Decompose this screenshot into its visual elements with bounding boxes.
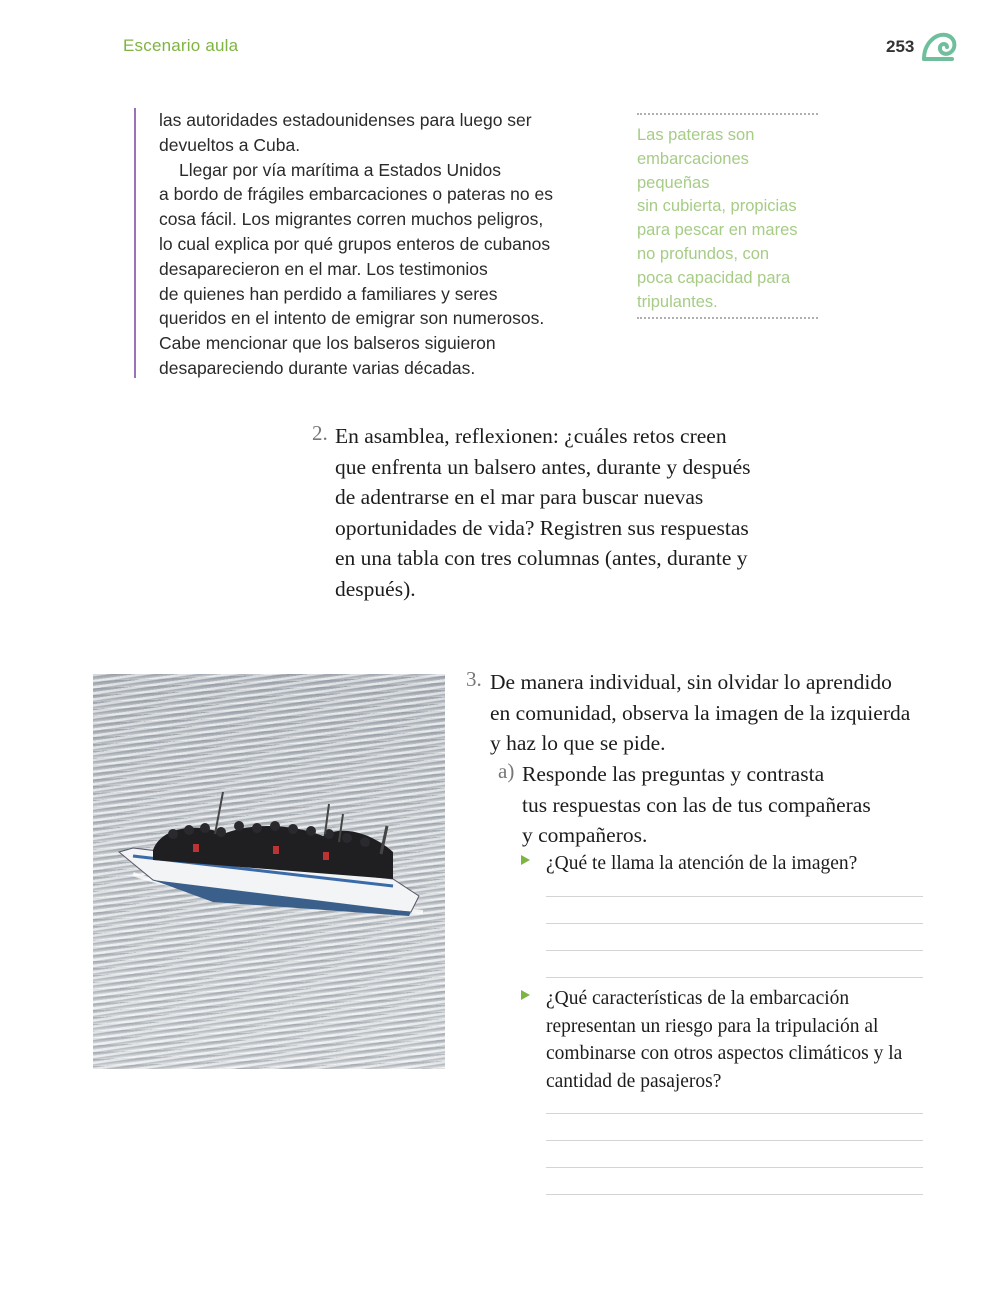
activity-number: 3. (466, 667, 482, 691)
answer-line[interactable] (546, 896, 923, 897)
answer-line[interactable] (546, 1113, 923, 1114)
quote-line: Llegar por vía marítima a Estados Unidos (179, 159, 501, 180)
item-line: y compañeros. (522, 823, 648, 848)
activity-line: después). (335, 576, 416, 601)
question-2 (521, 985, 921, 1095)
activity-line: en comunidad, observa la imagen de la izquierda (490, 700, 911, 725)
activity-3 (466, 667, 936, 759)
section-title: Escenario aula (123, 36, 239, 55)
spiral-icon (922, 31, 958, 61)
glossary-line: Las pateras son (637, 126, 755, 144)
activity-number: 2. (312, 421, 328, 445)
quote-line: desapareciendo durante varias décadas. (159, 357, 476, 378)
activity-line: oportunidades de vida? Registren sus respuestas (335, 515, 749, 540)
glossary-line: sin cubierta, propicias (637, 197, 797, 216)
quote-line: desaparecieron en el mar. Los testimonios (159, 258, 488, 279)
activity-line: de adentrarse en el mar para buscar nuevas (335, 485, 704, 510)
activity-line: De manera individual, sin olvidar lo aprendido (490, 670, 892, 694)
answer-line[interactable] (546, 950, 923, 951)
page-number: 253 (886, 37, 915, 56)
quote-line: devueltos a Cuba. (159, 134, 301, 155)
quote-line: lo cual explica por qué grupos enteros de cubanos (159, 233, 551, 254)
triangle-arrow-icon (521, 855, 530, 865)
answer-line[interactable] (546, 923, 923, 924)
activity-3a (498, 759, 918, 851)
glossary-line: embarcaciones pequeñas (637, 149, 749, 192)
activity-line: que enfrenta un balsero antes, durante y después (335, 454, 751, 479)
boat-photo (93, 674, 445, 1069)
answer-line[interactable] (546, 1140, 923, 1141)
answer-line[interactable] (546, 1167, 923, 1168)
question-1 (521, 850, 921, 878)
answer-line[interactable] (546, 977, 923, 978)
glossary-line: poca capacidad para (637, 268, 791, 287)
activity-2 (312, 421, 772, 605)
quote-line: Cabe mencionar que los balseros siguieron (159, 333, 496, 354)
glossary-line: no profundos, con (637, 244, 770, 263)
boat-illustration (93, 674, 445, 1069)
item-letter: a) (498, 759, 515, 783)
item-line: tus respuestas con las de tus compañeras (522, 792, 871, 817)
glossary-line: para pescar en mares (637, 221, 798, 240)
glossary-line: tripulantes. (637, 292, 718, 311)
item-line: Responde las preguntas y contrasta (522, 762, 825, 786)
quote-block (134, 108, 586, 378)
answer-line[interactable] (546, 1194, 923, 1195)
quote-line: las autoridades estadounidenses para luego ser (159, 110, 532, 130)
glossary-note (637, 113, 818, 319)
question-line: combinarse con otros aspectos climáticos y la (546, 1043, 903, 1064)
question-line: ¿Qué te llama la atención de la imagen? (546, 853, 858, 874)
activity-line: y haz lo que se pide. (490, 731, 666, 756)
triangle-arrow-icon (521, 990, 530, 1000)
quote-line: cosa fácil. Los migrantes corren muchos peligros, (159, 209, 544, 230)
activity-line: en una tabla con tres columnas (antes, durante y (335, 546, 748, 571)
question-line: cantidad de pasajeros? (546, 1070, 722, 1092)
question-line: ¿Qué características de la embarcación (546, 988, 850, 1009)
question-line: representan un riesgo para la tripulación al (546, 1015, 879, 1037)
quote-line: a bordo de frágiles embarcaciones o pateras no es (159, 184, 553, 205)
activity-line: En asamblea, reflexionen: ¿cuáles retos creen (335, 424, 727, 448)
quote-line: de quienes han perdido a familiares y seres (159, 283, 498, 304)
quote-line: queridos en el intento de emigrar son numerosos. (159, 308, 545, 329)
